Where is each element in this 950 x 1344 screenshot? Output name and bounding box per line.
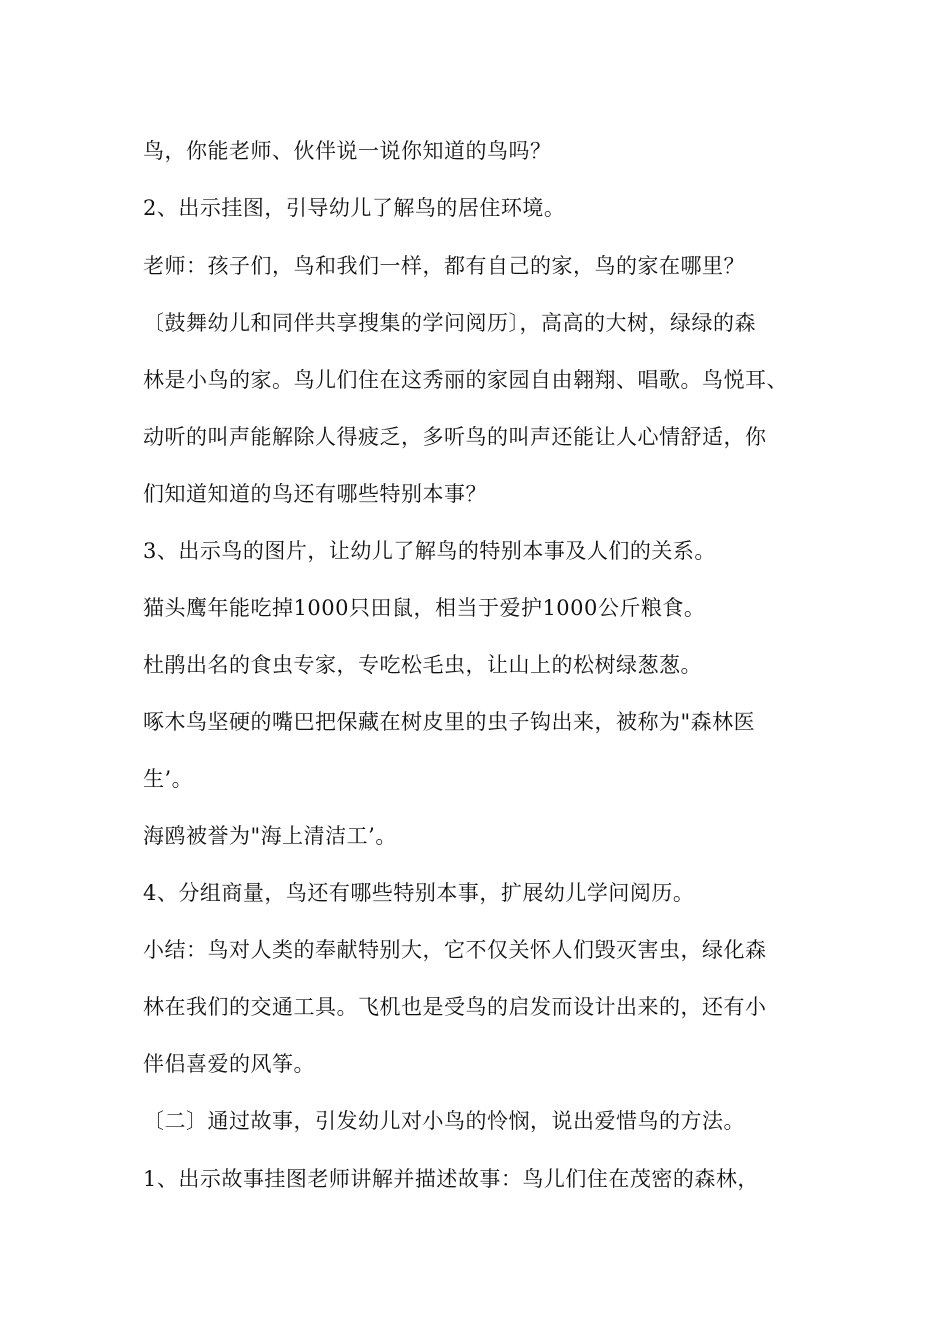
text-line: 〔鼓舞幼儿和同伴共享搜集的学问阅历〕，高高的大树，绿绿的森 (143, 311, 756, 335)
text-line: 海鸥被誉为"海上清洁工’。 (143, 824, 397, 848)
text-line: 〔二〕通过故事，引发幼儿对小鸟的怜悯，说出爱惜鸟的方法。 (143, 1109, 745, 1133)
text-line: 鸟，你能老师、伙伴说一说你知道的鸟吗？ (143, 139, 552, 163)
text-line: 伴侣喜爱的风筝。 (143, 1052, 315, 1076)
text-line: 动听的叫声能解除人得疲乏，多听鸟的叫声还能让人心情舒适，你 (143, 425, 767, 449)
text-line: 林是小鸟的家。鸟儿们住在这秀丽的家园自由翱翔、唱歌。鸟悦耳、 (143, 368, 788, 392)
text-line: 老师：孩子们，鸟和我们一样，都有自己的家，鸟的家在哪里？ (143, 254, 745, 278)
text-line: 杜鹃出名的食虫专家，专吃松毛虫，让山上的松树绿葱葱。 (143, 653, 702, 677)
text-line: 3、出示鸟的图片，让幼儿了解鸟的特别本事及人们的关系。 (143, 539, 716, 563)
text-line: 1、出示故事挂图老师讲解并描述故事：鸟儿们住在茂密的森林， (143, 1167, 759, 1191)
text-line: 生’。 (143, 767, 194, 791)
text-line: 4、分组商量，鸟还有哪些特别本事，扩展幼儿学问阅历。 (143, 881, 695, 905)
text-line: 猫头鹰年能吃掉1000只田鼠，相当于爱护1000公斤粮食。 (143, 596, 706, 620)
text-line: 们知道知道的鸟还有哪些特别本事？ (143, 482, 487, 506)
text-line: 2、出示挂图，引导幼儿了解鸟的居住环境。 (143, 196, 566, 220)
text-line: 林在我们的交通工具。飞机也是受鸟的启发而设计出来的，还有小 (143, 995, 767, 1019)
text-line: 小结：鸟对人类的奉献特别大，它不仅关怀人们毁灭害虫，绿化森 (143, 938, 767, 962)
text-line: 啄木鸟坚硬的嘴巴把保藏在树皮里的虫子钩出来，被称为"森林医 (143, 710, 756, 734)
